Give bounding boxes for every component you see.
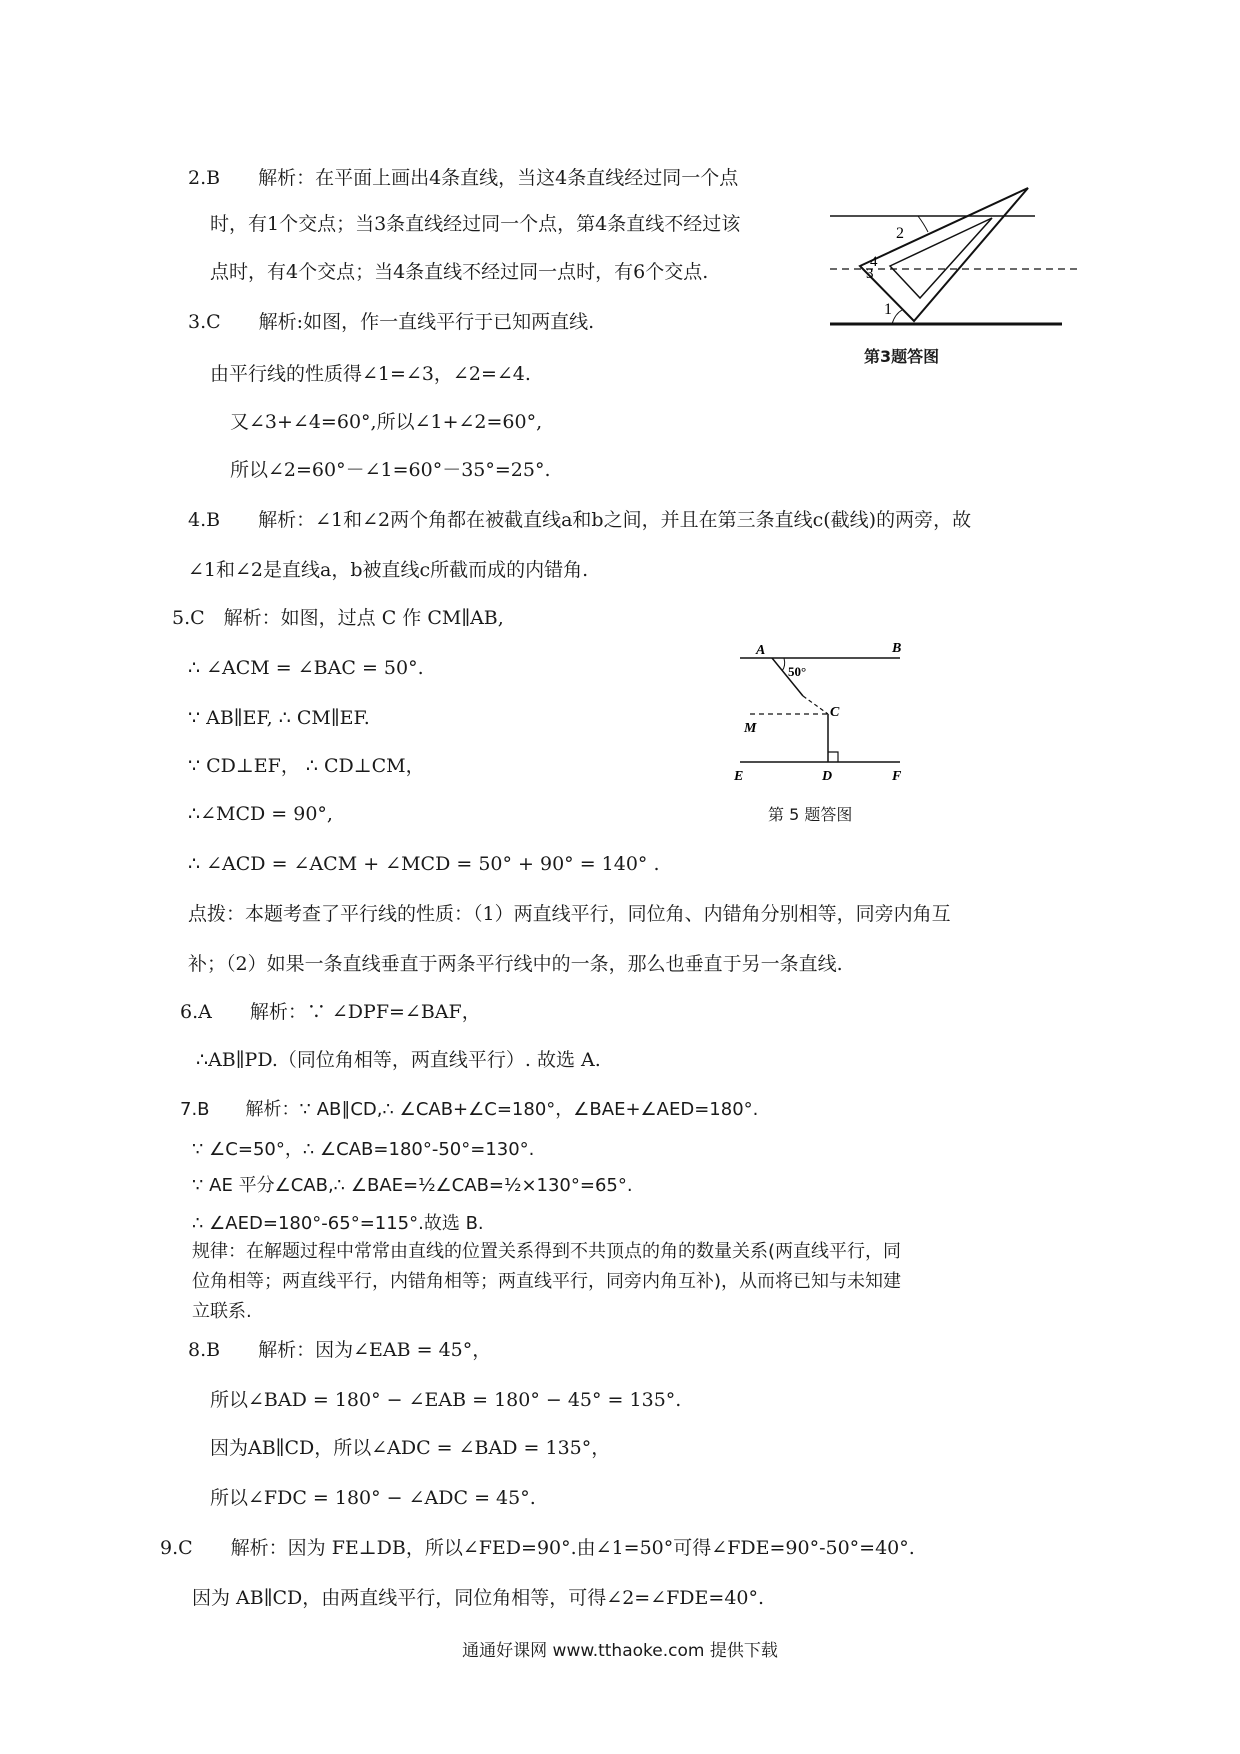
text-line-3c-3: 又∠3+∠4=60°,所以∠1+∠2=60°,: [230, 411, 543, 433]
angle-label-1: 1: [884, 301, 892, 318]
text-line-5c-4: ∵ CD⊥EF， ∴ CD⊥CM，: [188, 755, 425, 777]
angle-50-arc: [782, 658, 785, 671]
text-line-8b-1: 8.B 解析：因为∠EAB = 45°，: [188, 1339, 492, 1361]
point-label-a: A: [756, 643, 766, 658]
point-label-m: M: [744, 721, 757, 736]
figure-5-caption: 第 5 题答图: [768, 805, 853, 824]
text-line-8b-3: 因为AB∥CD，所以∠ADC = ∠BAD = 135°，: [210, 1437, 611, 1459]
point-label-d: D: [822, 769, 833, 784]
text-line-9c-1: 9.C 解析：因为 FE⊥DB，所以∠FED=90°.由∠1=50°可得∠FDE=90°-50°=40°.: [160, 1537, 915, 1559]
text-line-2b-3: 点时，有4个交点；当4条直线不经过同一点时，有6个交点.: [210, 261, 709, 283]
text-line-7b-2: ∵ ∠C=50°，∴ ∠CAB=180°-50°=130°.: [192, 1139, 535, 1160]
segment-ac-dashed: [803, 696, 828, 714]
angle-2-arc: [918, 216, 928, 232]
point-label-b: B: [892, 641, 902, 656]
text-line-6a-1: 6.A 解析：∵ ∠DPF=∠BAF，: [180, 1001, 481, 1023]
angle-label-3: 3: [866, 266, 874, 282]
text-line-8b-2: 所以∠BAD = 180° − ∠EAB = 180° − 45° = 135°.: [210, 1389, 682, 1411]
text-line-7b-4: ∴ ∠AED=180°-65°=115°.故选 B.: [192, 1213, 484, 1234]
figure-5-diagram: [720, 636, 920, 786]
set-square-inner: [890, 218, 992, 298]
text-line-7b-3: ∵ AE 平分∠CAB,∴ ∠BAE=½∠CAB=½×130°=65°.: [192, 1175, 633, 1196]
angle-label-50: 50°: [788, 664, 807, 679]
text-line-6a-2: ∴AB∥PD.（同位角相等，两直线平行）. 故选 A.: [196, 1049, 601, 1071]
text-line-5c-1: 5.C 解析：如图，过点 C 作 CM∥AB,: [172, 607, 504, 629]
text-line-3c-2: 由平行线的性质得∠1=∠3，∠2=∠4.: [210, 363, 531, 385]
text-line-2b-2: 时，有1个交点；当3条直线经过同一个点，第4条直线不经过该: [210, 213, 741, 235]
text-line-5c-6: ∴ ∠ACD = ∠ACM + ∠MCD = 50° + 90° = 140° .: [188, 853, 660, 875]
text-line-7b-1: 7.B 解析：∵ AB∥CD,∴ ∠CAB+∠C=180°，∠BAE+∠AED=180°.: [180, 1099, 759, 1120]
text-line-4b-2: ∠1和∠2是直线a，b被直线c所截而成的内错角.: [188, 559, 589, 581]
text-line-rule-3: 立联系.: [192, 1301, 252, 1322]
point-label-e: E: [734, 769, 744, 784]
text-line-9c-2: 因为 AB∥CD，由两直线平行，同位角相等，可得∠2=∠FDE=40°.: [192, 1587, 765, 1609]
point-label-f: F: [892, 769, 902, 784]
text-line-2b-1: 2.B 解析：在平面上画出4条直线，当这4条直线经过同一个点: [188, 167, 739, 189]
angle-label-2: 2: [896, 225, 904, 242]
text-line-tip-2: 补；（2）如果一条直线垂直于两条平行线中的一条，那么也垂直于另一条直线.: [188, 953, 843, 975]
point-label-c: C: [830, 705, 840, 720]
page-footer: 通通好课网 www.tthaoke.com 提供下载: [462, 1641, 778, 1661]
figure-3-caption: 第3题答图: [864, 347, 940, 366]
text-line-3c-4: 所以∠2=60°－∠1=60°－35°=25°.: [230, 459, 551, 481]
figure-3-diagram: [820, 176, 1080, 336]
text-line-tip-1: 点拨：本题考查了平行线的性质：（1）两直线平行，同位角、内错角分别相等，同旁内角互: [188, 903, 951, 925]
right-angle-mark: [828, 752, 838, 762]
angle-label-4: 4: [870, 254, 878, 270]
text-line-5c-3: ∵ AB∥EF, ∴ CM∥EF.: [188, 707, 370, 729]
text-line-rule-1: 规律：在解题过程中常常由直线的位置关系得到不共顶点的角的数量关系(两直线平行，同: [192, 1241, 902, 1262]
text-line-3c-1: 3.C 解析:如图，作一直线平行于已知两直线.: [188, 311, 595, 333]
text-line-8b-4: 所以∠FDC = 180° − ∠ADC = 45°.: [210, 1487, 536, 1509]
text-line-5c-5: ∴∠MCD = 90°,: [188, 803, 333, 825]
text-line-4b-1: 4.B 解析：∠1和∠2两个角都在被截直线a和b之间，并且在第三条直线c(截线)的两旁，故: [188, 509, 972, 531]
text-line-5c-2: ∴ ∠ACM = ∠BAC = 50°.: [188, 657, 424, 679]
angle-1-arc: [892, 310, 902, 324]
text-line-rule-2: 位角相等；两直线平行，内错角相等；两直线平行，同旁内角互补)，从而将已知与未知建: [192, 1271, 902, 1292]
